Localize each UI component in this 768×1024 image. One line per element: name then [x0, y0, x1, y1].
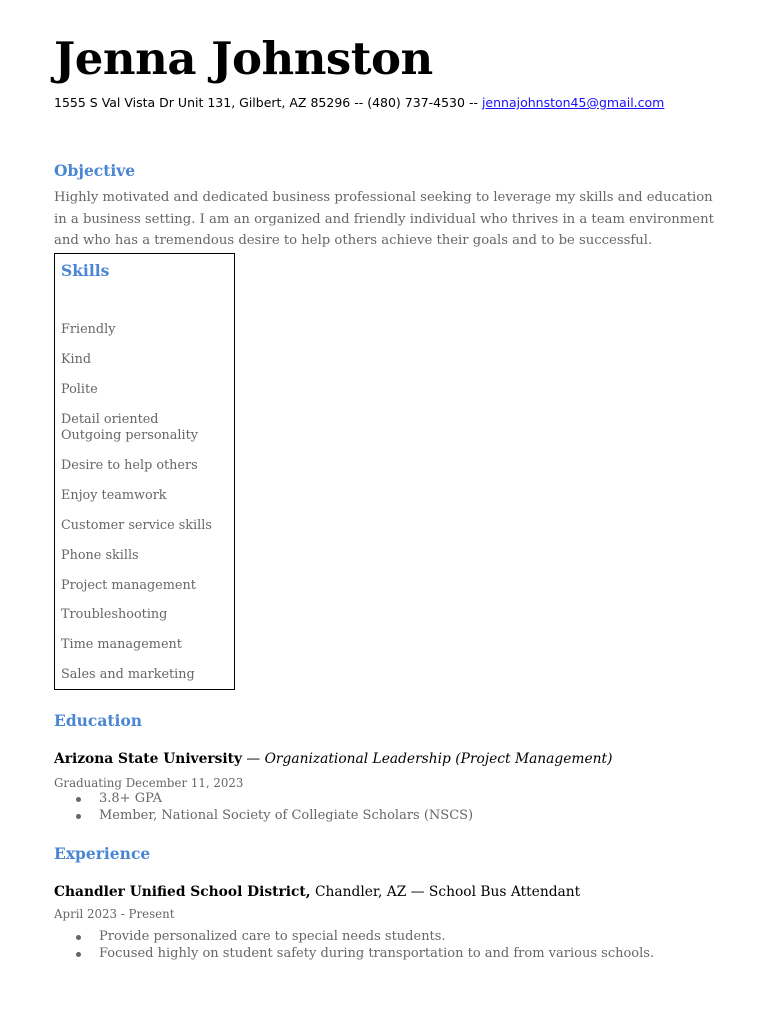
experience-bullets [76, 929, 654, 962]
skills-heading: Skills [61, 261, 110, 280]
list-item [76, 946, 654, 963]
bullet-icon [76, 952, 81, 957]
list-item [76, 808, 473, 825]
objective-heading: Objective [54, 161, 136, 180]
skill-item: Enjoy teamwork [61, 488, 167, 503]
experience-entry-heading [54, 884, 580, 900]
list-item-text: Focused highly on student safety during transportation to and from various schools. [99, 945, 655, 961]
list-item-text: 3.8+ GPA [99, 791, 163, 806]
skills-box [54, 253, 235, 690]
experience-heading: Experience [54, 844, 151, 863]
education-bullets [76, 791, 473, 824]
contact-line [54, 95, 664, 110]
degree-name: Organizational Leadership (Project Management) [264, 751, 613, 767]
education-heading: Education [54, 711, 143, 730]
objective-text: Highly motivated and dedicated business professional seeking to leverage my skills and education in a business setting. I am an organized and friendly individual who thrives in a team environment and who has a tremendous desire to help others achieve their goals and to be successful. [54, 190, 714, 248]
list-item [76, 791, 473, 808]
skill-item: Desire to help others [61, 458, 198, 473]
list-item-text: Member, National Society of Collegiate Scholars (NSCS) [99, 807, 474, 823]
skill-item: Friendly [61, 322, 116, 337]
contact-text: 1555 S Val Vista Dr Unit 131, Gilbert, AZ 85296 -- (480) 737-4530 -- [54, 95, 482, 110]
skill-item: Phone skills [61, 548, 139, 563]
list-item [76, 929, 654, 946]
skill-item: Detail oriented [61, 412, 159, 427]
education-entry-heading [54, 751, 612, 767]
list-item-text: Provide personalized care to special needs students. [99, 929, 446, 944]
email-link[interactable]: jennajohnston45@gmail.com [481, 95, 665, 110]
location-role: Chandler, AZ — School Bus Attendant [310, 884, 581, 900]
skill-item: Outgoing personality [61, 428, 198, 443]
candidate-name: Jenna Johnston [54, 32, 433, 85]
skill-item: Sales and marketing [61, 667, 195, 682]
skill-item: Customer service skills [61, 518, 212, 533]
bullet-icon [76, 814, 81, 819]
employer-name: Chandler Unified School District, [54, 884, 311, 900]
education-date: Graduating December 11, 2023 [54, 776, 244, 790]
skill-item: Project management [61, 578, 196, 593]
skill-item: Troubleshooting [61, 607, 168, 622]
separator: — [242, 751, 265, 767]
skill-item: Time management [61, 637, 182, 652]
bullet-icon [76, 935, 81, 940]
school-name: Arizona State University [54, 751, 243, 767]
experience-date: April 2023 - Present [54, 907, 175, 921]
skill-item: Polite [61, 382, 98, 397]
bullet-icon [76, 797, 81, 802]
skill-item: Kind [61, 352, 92, 367]
